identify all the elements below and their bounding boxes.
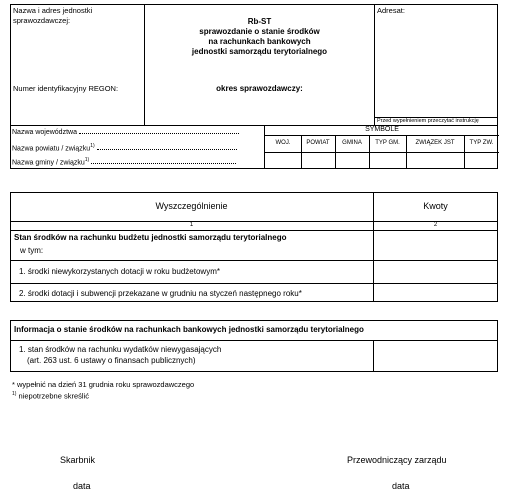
section-title-budget: Stan środków na rachunku budżetu jednostki samorządu terytorialnego — [14, 233, 287, 242]
instruction-note: Przed wypełnieniem przeczytać instrukcję — [377, 118, 479, 124]
name-address-label: Nazwa i adres jednostki sprawozdawczej: — [13, 6, 93, 25]
signature-right-title: Przewodniczący zarządu — [347, 455, 447, 465]
symbol-col-gmina: GMINA — [342, 140, 362, 146]
symbol-input-typ-gm[interactable] — [370, 153, 405, 168]
row-unused-grants: 1. środki niewykorzystanych dotacji w roku budżetowym* — [19, 267, 220, 276]
voivodeship-label: Nazwa województwa — [12, 129, 77, 136]
footnote-one-mark: 1) — [12, 391, 17, 397]
period-label: okres sprawozdawczy: — [216, 84, 303, 93]
title-line-2: sprawozdanie o stanie środków — [199, 27, 320, 36]
signature-right-date: data — [392, 481, 410, 491]
title-line-1: Rb-ST — [247, 17, 272, 26]
info-row-line-2: (art. 263 ust. 6 ustawy o finansach publicznych) — [27, 356, 196, 365]
col-header-specification: Wyszczególnienie — [155, 201, 228, 211]
title-line-3: na rachunkach bankowych — [208, 37, 311, 46]
regon-label: Numer identyfikacyjny REGON: — [13, 84, 119, 93]
footnote-one — [12, 391, 89, 401]
signature-left-date: data — [73, 481, 91, 491]
col-number-1: 1 — [189, 222, 194, 228]
commune-label: Nazwa gminy / związku — [12, 159, 85, 167]
symbol-col-powiat: POWIAT — [306, 140, 330, 146]
commune-field[interactable] — [91, 163, 236, 164]
amount-cell-december-transfers[interactable] — [374, 284, 497, 301]
symbol-input-zwiazek[interactable] — [407, 153, 463, 168]
district-footnote-mark: 1) — [90, 143, 95, 149]
symbol-col-typ-zw: TYP ZW. — [469, 140, 494, 146]
col-number-2: 2 — [433, 222, 438, 228]
col-header-amount: Kwoty — [423, 201, 448, 211]
symbol-col-woj: WOJ. — [275, 140, 291, 146]
symbols-grid — [264, 125, 498, 169]
voivodeship-field[interactable] — [79, 133, 239, 134]
symbol-col-typ-gm: TYP GM. — [375, 140, 400, 146]
commune-row — [12, 157, 236, 166]
addressee-label: Adresat: — [377, 6, 405, 15]
voivodeship-row — [12, 129, 239, 136]
symbol-input-typ-zw[interactable] — [465, 153, 498, 168]
amount-cell-unused-grants[interactable] — [374, 261, 497, 283]
district-label: Nazwa powiatu / związku — [12, 145, 91, 153]
symbol-input-woj[interactable] — [266, 153, 300, 168]
symbol-input-gmina[interactable] — [336, 153, 368, 168]
footnote-star: * wypełnić na dzień 31 grudnia roku sprawozdawczego — [12, 380, 195, 389]
symbol-input-powiat[interactable] — [302, 153, 334, 168]
amount-cell-unexpired-expenses[interactable] — [374, 341, 497, 371]
district-row — [12, 143, 237, 152]
report-title — [144, 17, 375, 57]
symbols-header: SYMBOLE — [365, 126, 399, 133]
district-field[interactable] — [97, 149, 237, 150]
amount-cell-budget[interactable] — [374, 231, 497, 260]
footnote-one-text: niepotrzebne skreślić — [16, 391, 89, 401]
in-which-label: w tym: — [20, 246, 44, 255]
signature-left-title: Skarbnik — [60, 455, 96, 465]
symbol-col-zwiazek: ZWIĄZEK JST — [415, 140, 455, 146]
title-line-4: jednostki samorządu terytorialnego — [191, 47, 328, 56]
row-december-transfers: 2. środki dotacji i subwencji przekazane w grudniu na styczeń następnego roku* — [19, 289, 302, 298]
info-table-title: Informacja o stanie środków na rachunkach bankowych jednostki samorządu terytorialnego — [14, 325, 364, 334]
info-row-line-1: 1. stan środków na rachunku wydatków niewygasających — [19, 345, 222, 354]
commune-footnote-mark: 1) — [84, 157, 90, 163]
header-right-box — [374, 4, 498, 126]
